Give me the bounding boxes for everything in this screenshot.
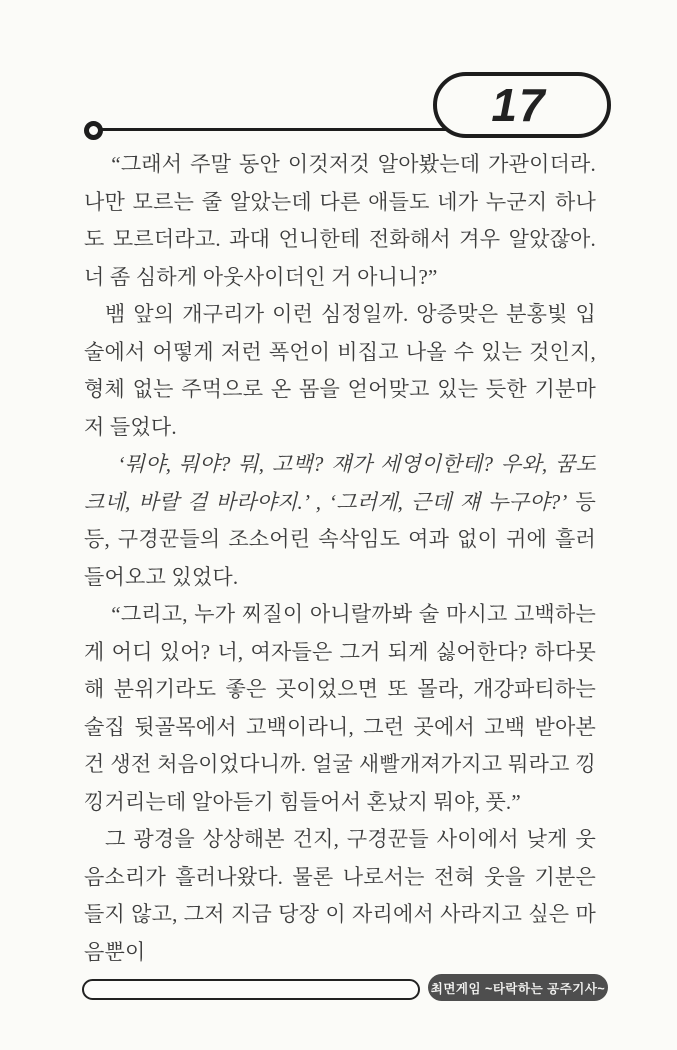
text-segment: “그리고, 누가 찌질이 아니랄까봐 술 마시고 고백하는 게 어디 있어? 너, 여자들은 그거 되게 싫어한다? 하다못해 분위기라도 좋은 곳이었으면 또 몰라, 개강파티하는 술집 뒷골목에서 고백이라니, 그런 곳에서 고백 받아본 건 생전 처음이었다니까. 얼굴 새빨개져가지고 뭐라고 낑낑거리는데 알아듣기 힘들어서 혼났지 뭐야, 풋.” — [84, 602, 596, 814]
body-text — [84, 146, 596, 971]
text-segment: “그래서 주말 동안 이것저것 알아봤는데 가관이더라. 나만 모르는 줄 알았는데 다른 애들도 네가 누군지 하나도 모르더라고. 과대 언니한테 전화해서 겨우 알았잖아. 너 좀 심하게 아웃사이더인 거 아니니?” — [84, 152, 596, 289]
paragraph-narration — [84, 296, 596, 446]
book-title: 최면게임 ~타락하는 공주기사~ — [430, 981, 606, 996]
paragraph-dialogue — [84, 596, 596, 821]
chapter-number: 17 — [491, 79, 547, 131]
text-segment: 뱀 앞의 개구리가 이런 심정일까. 앙증맞은 분홍빛 입술에서 어떻게 저런 폭언이 비집고 나올 수 있는 것인지, 형체 없는 주먹으로 온 몸을 얻어맞고 있는 듯한 기분마저 들었다. — [84, 302, 596, 439]
footer-page-pill — [82, 979, 420, 1000]
text-segment: 등등, 구경꾼들의 조소어린 속삭임도 여과 없이 귀에 흘러들어오고 있었다. — [84, 489, 597, 589]
chapter-number-badge — [433, 72, 611, 138]
chapter-divider-line — [100, 128, 470, 131]
text-segment: ‘뭐야, 뭐야? 뭐, 고백? 쟤가 세영이한테? 우와, 꿈도 크네, 바랄 걸 바라야지.’ , ‘그러게, 근데 쟤 누구야?’ — [84, 452, 596, 514]
paragraph-narration — [84, 821, 596, 971]
paragraph-dialogue — [84, 146, 596, 296]
text-segment: 그 광경을 상상해본 건지, 구경꾼들 사이에서 낮게 웃음소리가 흘러나왔다. 물론 나로서는 전혀 웃을 기분은 들지 않고, 그저 지금 당장 이 자리에서 사라지고 싶은 마음뿐이 — [84, 827, 596, 964]
book-title-badge — [428, 974, 608, 1001]
paragraph-thought — [84, 446, 596, 596]
